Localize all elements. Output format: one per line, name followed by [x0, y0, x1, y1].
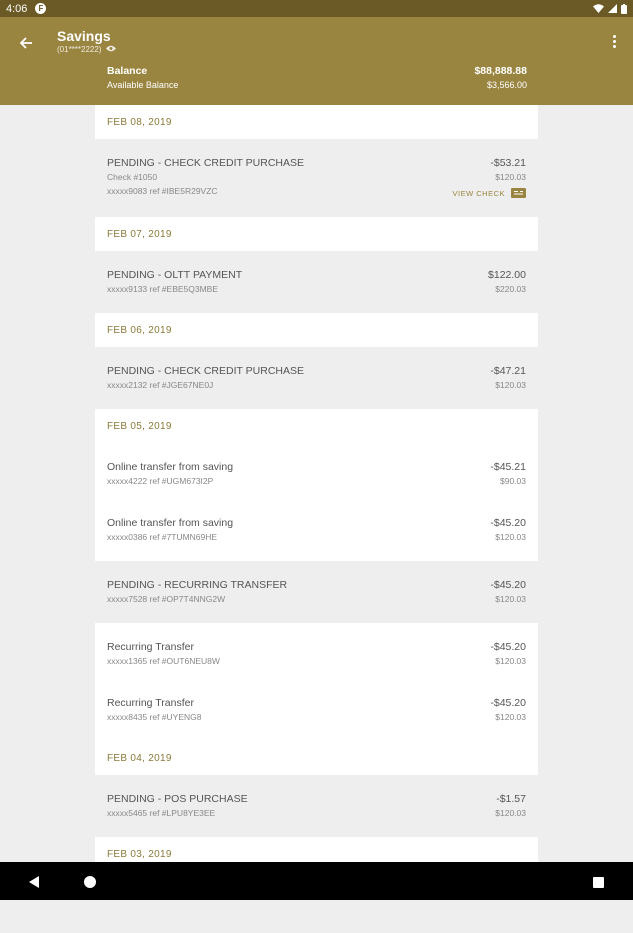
balance-label: Balance [107, 65, 148, 77]
transaction-description: Online transfer from saving [107, 461, 234, 473]
eye-icon[interactable] [106, 45, 116, 54]
transaction-reference: xxxxx8435 ref #UYENG8 [107, 712, 202, 722]
transaction-amount: -$45.20 [490, 697, 526, 709]
transaction-amount: -$53.21 [490, 157, 526, 169]
transaction-reference: xxxxx9133 ref #EBE5Q3MBE [107, 284, 219, 294]
running-balance: $120.03 [495, 808, 526, 818]
check-image-icon [511, 188, 526, 198]
date-header: FEB 07, 2019 [95, 217, 538, 251]
running-balance: $220.03 [495, 284, 526, 294]
running-balance: $120.03 [495, 712, 526, 722]
overflow-menu-button[interactable] [609, 29, 619, 53]
transaction-description: Recurring Transfer [107, 641, 194, 653]
triangle-back-icon [29, 876, 39, 888]
available-balance-label: Available Balance [107, 80, 179, 90]
transaction-description: PENDING - CHECK CREDIT PURCHASE [107, 157, 304, 169]
more-vert-icon-dot [613, 45, 616, 48]
battery-icon [621, 4, 627, 14]
date-header: FEB 06, 2019 [95, 313, 538, 347]
balance-value: $88,888.88 [474, 65, 527, 77]
available-balance-value: $3,566.00 [486, 80, 527, 90]
transaction-reference: xxxxx0386 ref #7TUMN69HE [107, 532, 218, 542]
account-number [57, 45, 116, 54]
transaction-row[interactable] [95, 564, 538, 620]
transaction-row[interactable] [95, 682, 538, 738]
transaction-description: PENDING - RECURRING TRANSFER [107, 579, 288, 591]
transaction-amount: $122.00 [488, 269, 526, 281]
transaction-reference: xxxxx4222 ref #UGM673I2P [107, 476, 214, 486]
running-balance: $120.03 [495, 532, 526, 542]
transaction-description: Recurring Transfer [107, 697, 194, 709]
transaction-amount: -$47.21 [490, 365, 526, 377]
transaction-row[interactable] [95, 254, 538, 310]
square-recents-icon [593, 877, 604, 888]
circle-home-icon [84, 876, 96, 888]
date-header: FEB 04, 2019 [95, 741, 538, 775]
running-balance: $120.03 [495, 656, 526, 666]
view-check-link[interactable] [452, 188, 526, 198]
date-header: FEB 08, 2019 [95, 105, 538, 139]
transaction-row[interactable] [95, 142, 538, 214]
transaction-reference: xxxxx5465 ref #LPU8YE3EE [107, 808, 216, 818]
transaction-description: PENDING - POS PURCHASE [107, 793, 248, 805]
transaction-reference: xxxxx9083 ref #IBE5R29VZC [107, 186, 218, 196]
more-vert-icon-dot [613, 40, 616, 43]
page-title: Savings [57, 28, 111, 44]
transaction-description: PENDING - OLTT PAYMENT [107, 269, 243, 281]
transaction-amount: -$1.57 [496, 793, 526, 805]
transaction-reference: xxxxx2132 ref #JGE67NE0J [107, 380, 214, 390]
nav-recents-button[interactable] [590, 874, 606, 890]
running-balance: $120.03 [495, 380, 526, 390]
transaction-row[interactable] [95, 446, 538, 502]
running-balance: $90.03 [500, 476, 526, 486]
back-button[interactable] [14, 31, 38, 55]
transaction-group [95, 623, 538, 741]
transaction-row[interactable] [95, 778, 538, 834]
transaction-group [95, 775, 538, 837]
running-balance: $120.03 [495, 172, 526, 182]
transaction-amount: -$45.20 [490, 517, 526, 529]
account-mask: (01****2222) [57, 45, 102, 54]
view-check-label: VIEW CHECK [452, 188, 505, 198]
running-balance: $120.03 [495, 594, 526, 604]
transaction-list[interactable] [95, 105, 538, 862]
transaction-group [95, 443, 538, 561]
status-time: 4:06 [6, 2, 28, 15]
transaction-description: PENDING - CHECK CREDIT PURCHASE [107, 365, 304, 377]
transaction-row[interactable] [95, 502, 538, 558]
app-bar [0, 17, 633, 105]
more-vert-icon-dot [613, 35, 616, 38]
transaction-group [95, 139, 538, 217]
transaction-amount: -$45.20 [490, 579, 526, 591]
date-header: FEB 05, 2019 [95, 409, 538, 443]
transaction-row[interactable] [95, 626, 538, 682]
status-bar [0, 0, 633, 17]
signal-icon [608, 4, 617, 13]
transaction-reference: xxxxx1365 ref #OUT6NEU8W [107, 656, 220, 666]
wifi-icon [593, 4, 604, 13]
transaction-amount: -$45.20 [490, 641, 526, 653]
app-notification-icon: F [35, 3, 46, 14]
transaction-amount: -$45.21 [490, 461, 526, 473]
transaction-group [95, 561, 538, 623]
transaction-description: Online transfer from saving [107, 517, 234, 529]
nav-back-button[interactable] [26, 874, 42, 890]
transaction-reference: xxxxx7528 ref #OP7T4NNG2W [107, 594, 226, 604]
nav-home-button[interactable] [82, 874, 98, 890]
transaction-group [95, 347, 538, 409]
system-navigation-bar [0, 862, 633, 900]
transaction-row[interactable] [95, 350, 538, 406]
arrow-back-icon [19, 36, 33, 50]
check-number: Check #1050 [107, 172, 158, 182]
transaction-group [95, 251, 538, 313]
date-header: FEB 03, 2019 [95, 837, 538, 871]
